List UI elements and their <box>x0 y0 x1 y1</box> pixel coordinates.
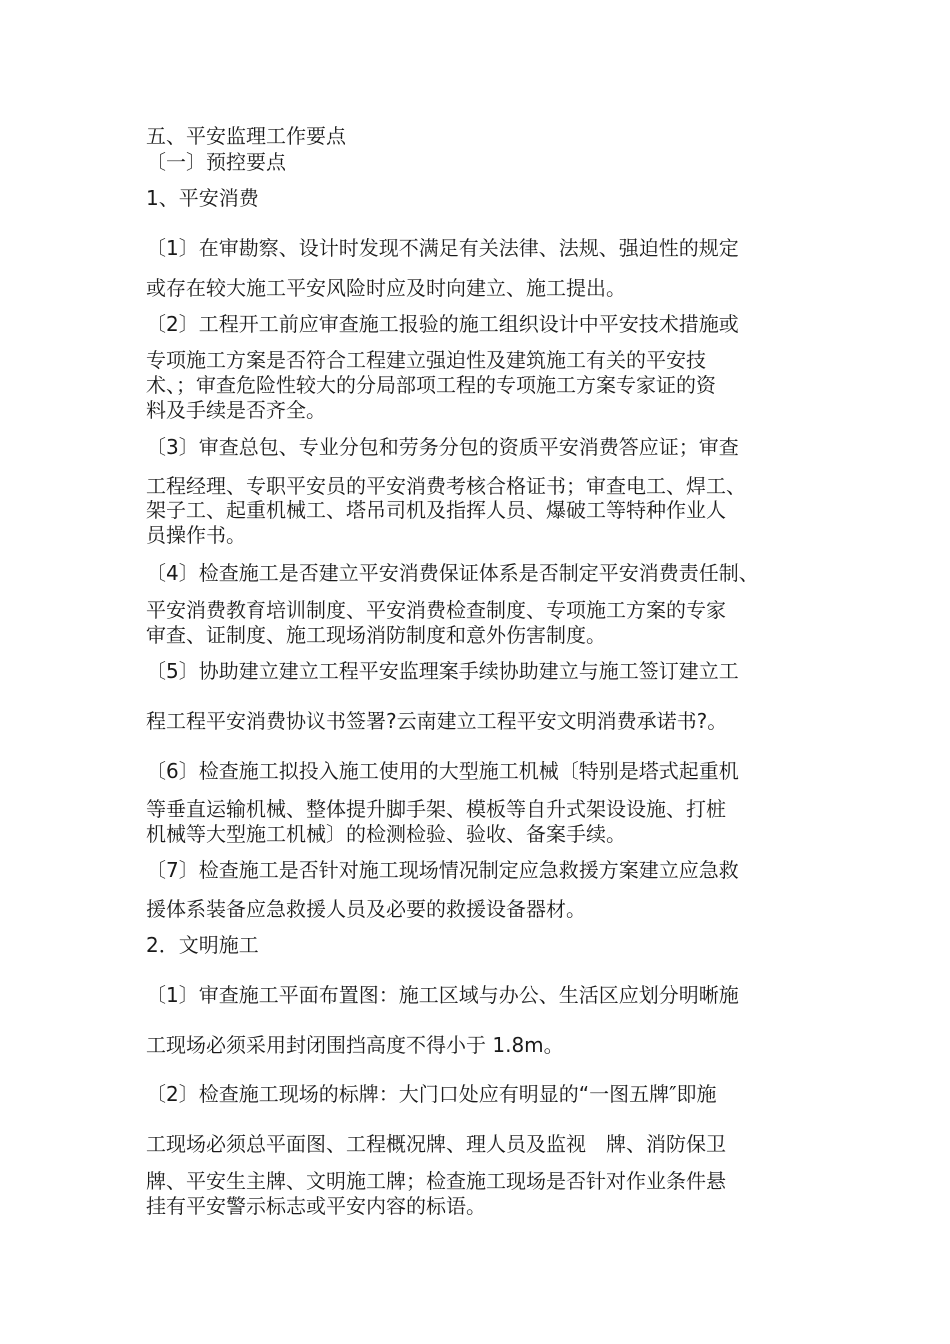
text-line: 〔2〕检查施工现场的标牌：大门口处应有明显的“一图五牌″即施 <box>146 1082 717 1106</box>
text-line: 工现场必须总平面图、工程概况牌、理人员及监视 牌、消防保卫 <box>146 1132 726 1156</box>
subsection-heading: 〔一〕预控要点 <box>146 150 286 174</box>
text-line: 〔6〕检查施工拟投入施工使用的大型施工机械〔特别是塔式起重机 <box>146 759 739 783</box>
text-line: 员操作书。 <box>146 523 246 547</box>
text-line: 牌、平安生主牌、文明施工牌；检查施工现场是否针对作业条件悬 <box>146 1169 726 1193</box>
text-line: 程工程平安消费协议书签署?云南建立工程平安文明消费承诺书?。 <box>146 709 728 733</box>
text-line: 〔4〕检查施工是否建立平安消费保证体系是否制定平安消费责任制、 <box>146 561 759 585</box>
text-line: 援体系装备应急救援人员及必要的救援设备器材。 <box>146 897 586 921</box>
text-line: 等垂直运输机械、整体提升脚手架、模板等自升式架设设施、打桩 <box>146 797 726 821</box>
text-line: 或存在较大施工平安风险时应及时向建立、施工提出。 <box>146 276 626 300</box>
text-line: 架子工、起重机械工、塔吊司机及指挥人员、爆破工等特种作业人 <box>146 498 726 522</box>
item-heading: 2．文明施工 <box>146 933 259 957</box>
text-line: 审查、证制度、施工现场消防制度和意外伤害制度。 <box>146 623 606 647</box>
text-line: 工程经理、专职平安员的平安消费考核合格证书；审查电工、焊工、 <box>146 474 746 498</box>
section-heading: 五、平安监理工作要点 <box>146 124 346 148</box>
text-line: 〔7〕检查施工是否针对施工现场情况制定应急救援方案建立应急救 <box>146 858 739 882</box>
text-line: 〔1〕在审勘察、设计时发现不满足有关法律、法规、强迫性的规定 <box>146 236 739 260</box>
text-line: 专项施工方案是否符合工程建立强迫性及建筑施工有关的平安技 <box>146 348 706 372</box>
text-line: 料及手续是否齐全。 <box>146 398 326 422</box>
text-line: 〔3〕审查总包、专业分包和劳务分包的资质平安消费答应证；审查 <box>146 435 739 459</box>
text-line: 术、；审查危险性较大的分局部项工程的专项施工方案专家证的资 <box>146 373 716 397</box>
text-line: 〔5〕协助建立建立工程平安监理案手续协助建立与施工签订建立工 <box>146 659 739 683</box>
item-heading: 1、平安消费 <box>146 186 259 210</box>
text-line: 〔1〕审查施工平面布置图：施工区域与办公、生活区应划分明晰施 <box>146 983 739 1007</box>
text-line: 工现场必须采用封闭围挡高度不得小于 1.8m。 <box>146 1033 564 1057</box>
text-line: 平安消费教育培训制度、平安消费检查制度、专项施工方案的专家 <box>146 598 726 622</box>
text-line: 挂有平安警示标志或平安内容的标语。 <box>146 1194 486 1218</box>
text-line: 〔2〕工程开工前应审查施工报验的施工组织设计中平安技术措施或 <box>146 312 739 336</box>
text-line: 机械等大型施工机械〕的检测检验、验收、备案手续。 <box>146 822 626 846</box>
